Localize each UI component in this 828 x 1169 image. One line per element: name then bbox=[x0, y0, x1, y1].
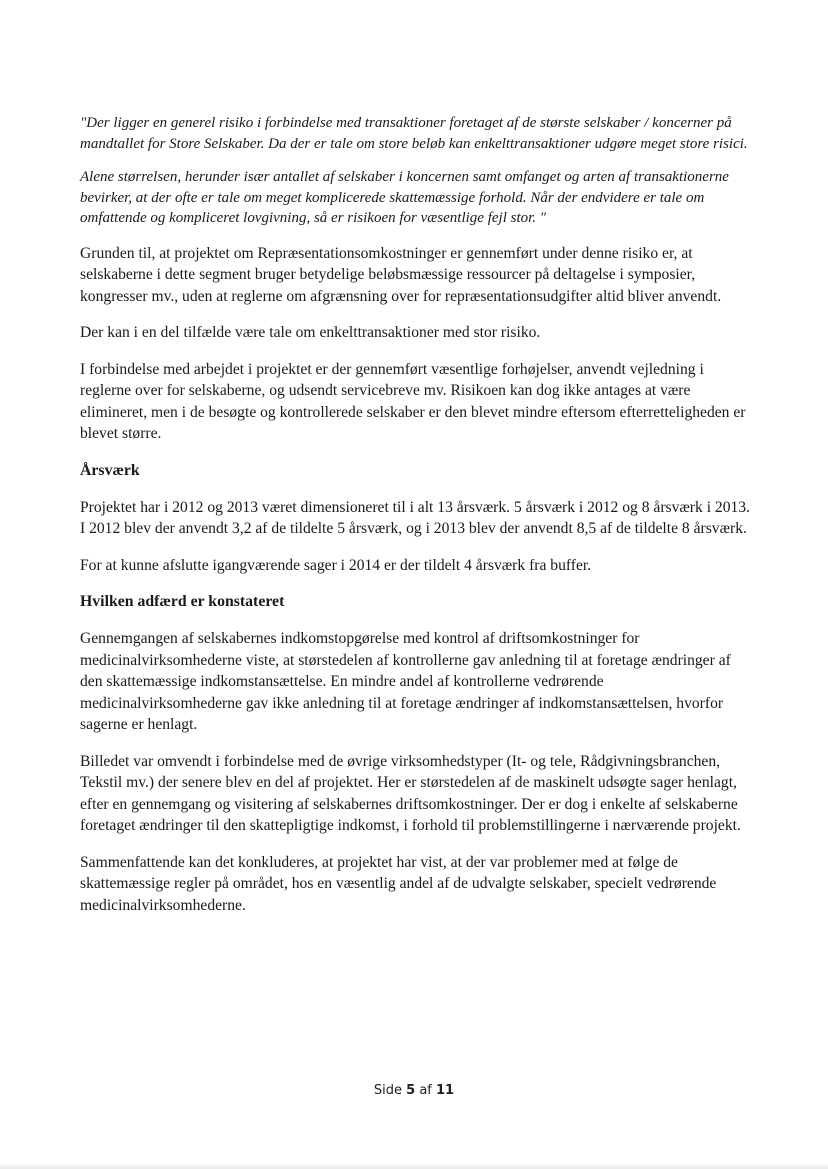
body-paragraph: Billedet var omvendt i forbindelse med de øvrige virksomhedstyper (It- og tele, Rådgivningsbranchen, Tekstil mv.) der senere blev en del af projektet. Her er størstedelen af de maskinelt udsøgte sager henlagt, efter en gennemgang og visitering af selskabernes driftsomkostninger. Der er dog i enkelte af selskaberne foretaget ændringer til den skattepligtige indkomst, i forhold til problemstillingerne i nærværende projekt. bbox=[80, 752, 741, 834]
body-paragraph: Der kan i en del tilfælde være tale om enkelttransaktioner med stor risiko. bbox=[80, 324, 541, 341]
quote-paragraph-1: "Der ligger en generel risiko i forbindelse med transaktioner foretaget af de største selskaber / koncerner på mandtallet for Store Selskaber. Da der er tale om store beløb kan enkelttransaktioner udgøre meget store risici. bbox=[80, 115, 748, 152]
page-number-current: 5 bbox=[406, 1083, 416, 1098]
page-number-total: 11 bbox=[436, 1083, 455, 1098]
page-number-separator: af bbox=[415, 1083, 436, 1098]
body-paragraph: Grunden til, at projektet om Repræsentationsomkostninger er gennemført under denne risiko er, at selskaberne i dette segment bruger betydelige beløbsmæssige ressourcer på deltagelse i symposier, kongresser mv., uden at reglerne om afgrænsning over for repræsentationsudgifter altid bliver anvendt. bbox=[80, 244, 722, 305]
section-heading-aarsvaerk: Årsværk bbox=[80, 461, 140, 479]
body-paragraph: Sammenfattende kan det konkluderes, at projektet har vist, at der var problemer med at følge de skattemæssige regler på området, hos en væsentlig andel af de udvalgte selskaber, specielt vedrørende medicinalvirksomhederne. bbox=[80, 853, 717, 914]
scan-shadow-edge bbox=[0, 1163, 828, 1169]
document-page bbox=[80, 113, 752, 931]
body-paragraph: Gennemgangen af selskabernes indkomstopgørelse med kontrol af driftsomkostninger for medicinalvirksomhederne viste, at størstedelen af kontrollerne gav anledning til at foretage ændringer af den skattemæssige indkomstansættelse. En mindre andel af kontrollerne vedrørende medicinalvirksomhederne gav ikke anledning til at foretage ændringer af indkomstansættelsen, hvorfor sagerne er henlagt. bbox=[80, 630, 731, 733]
body-paragraph: I forbindelse med arbejdet i projektet er der gennemført væsentlige forhøjelser, anvendt vejledning i reglerne over for selskaberne, og udsendt servicebreve mv. Risikoen kan dog ikke antages at være elimineret, men i de besøgte og kontrollerede selskaber er den blevet mindre eftersom efterretteligheden er blevet større. bbox=[80, 360, 746, 442]
quote-paragraph-2: Alene størrelsen, herunder især antallet af selskaber i koncernen samt omfanget og arten af transaktionerne bevirker, at der ofte er tale om meget komplicerede skattemæssige forhold. Når der endvidere er tale om omfattende og kompliceret lovgivning, så er risikoen for væsentlige fejl stor. " bbox=[80, 169, 729, 226]
body-paragraph: For at kunne afslutte igangværende sager i 2014 er der tildelt 4 årsværk fra buffer. bbox=[80, 556, 592, 574]
page-footer bbox=[0, 1083, 828, 1098]
section-heading-adfaerd: Hvilken adfærd er konstateret bbox=[80, 593, 285, 610]
page-number-prefix: Side bbox=[373, 1083, 407, 1098]
body-paragraph: Projektet har i 2012 og 2013 været dimensioneret til i alt 13 årsværk. 5 årsværk i 2012 og 8 årsværk i 2013. I 2012 blev der anvendt 3,2 af de tildelte 5 årsværk, og i 2013 blev der anvendt 8,5 af de tildelte 8 årsværk. bbox=[80, 498, 751, 537]
